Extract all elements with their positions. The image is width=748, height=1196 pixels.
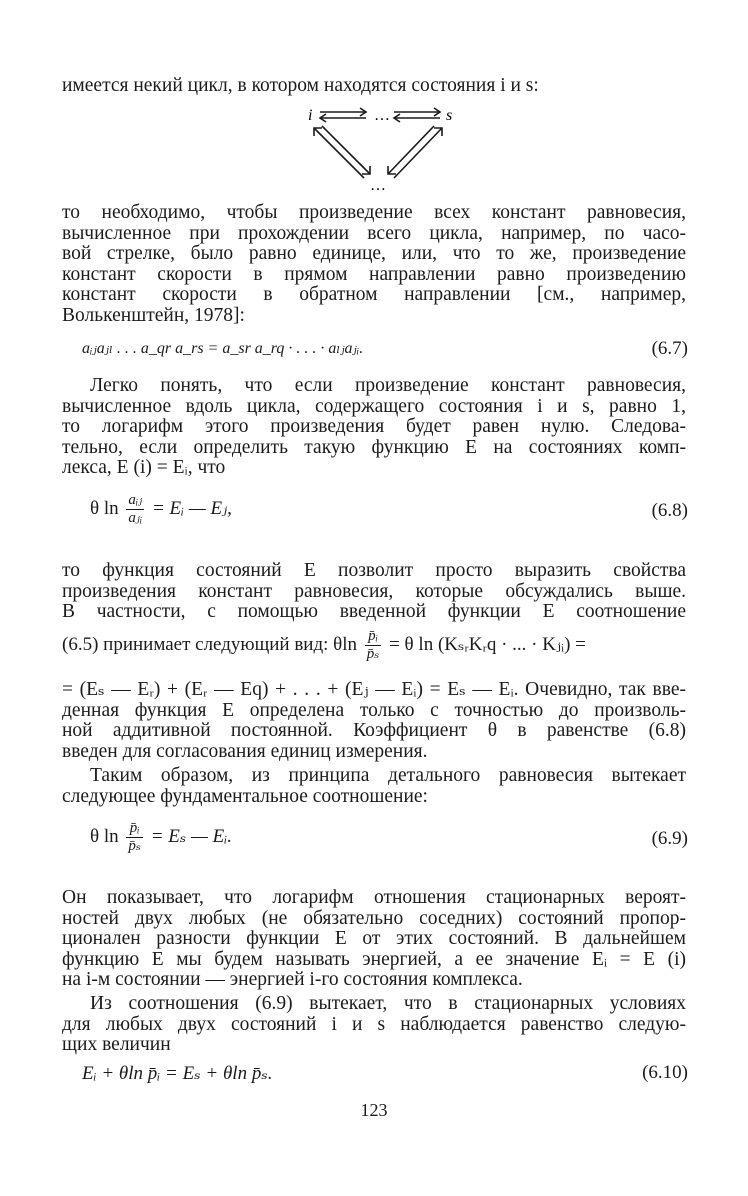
fraction: $\frac{\text{aᵢⱼ}}{\text{aⱼᵢ}}$	[128, 492, 143, 526]
paragraph-4: то функция состояний E позволит просто выразить свойства произведения констант равновесия, которые обсуждались выше. В частности, с помощью введенной функции E соотношение	[62, 560, 686, 623]
equation-6-8: θ ln $\frac{\text{aᵢⱼ}}{\text{aⱼᵢ}}$ = Eᵢ — Eⱼ, (6.8)	[90, 492, 688, 526]
paragraph-2: то необходимо, чтобы произведение всех констант равновесия, вычисленное при прохождении всего цикла, например, по часо- вой стрелке, было равно единице, или, что то же, произведение констант скорости в прямом направлении равно произведению констант скорости в обратном направлении [см., например, Волькенштейн, 1978]:	[62, 202, 686, 326]
diagram-dots-bottom: …	[370, 177, 386, 194]
page-number: 123	[360, 1100, 388, 1120]
equation-6-10: Eᵢ + θln p̄ᵢ = Eₛ + θln p̄ₛ. (6.10)	[82, 1062, 688, 1084]
diagram-dots-top: …	[374, 107, 390, 124]
paragraph-7: Из соотношения (6.9) вытекает, что в стационарных условиях для любых двух состояний i и s наблюдается равенство следую- щих величин	[62, 993, 686, 1056]
diagram-label-i: i	[308, 107, 313, 124]
inline-equation-line: (6.5) принимает следующий вид: θln $\frac{\text{p̄ᵢ}}{\text{p̄ₛ}}$ = θ ln (KₛᵣKᵣq · ... · Kⱼᵢ) =	[62, 628, 586, 662]
equation-6-9: θ ln $\frac{\text{p̄ᵢ}}{\text{p̄ₛ}}$ = Eₛ — Eᵢ. (6.9)	[90, 820, 688, 854]
intro-line: имеется некий цикл, в котором находятся состояния i и s:	[62, 75, 539, 96]
paragraph-5: Таким образом, из принципа детального равновесия вытекает следующее фундаментальное соотношение:	[62, 765, 686, 807]
cycle-diagram	[300, 100, 460, 194]
diagram-label-s: s	[446, 107, 453, 124]
paragraph-4-tail: = (Eₛ — Eᵣ) + (Eᵣ — Eq) + . . . + (Eⱼ — Eᵢ) = Eₛ — Eᵢ. Очевидно, так вве- денная функция E определена только с точностью до произволь- ной аддитивной постоянной. Коэффициент θ в равенстве (6.8) введен для согласования единиц измерения.	[62, 679, 686, 762]
paragraph-3: Легко понять, что если произведение констант равновесия, вычисленное вдоль цикла, содержащего состояния i и s, равно 1, то логарифм этого произведения будет равен нулю. Следова- тельно, если определить такую функцию E на состояниях комп- лекса, E (i) = Eᵢ, что	[62, 375, 686, 479]
equation-6-7: aᵢⱼaⱼₗ . . . a_qr a_rs = a_sr a_rq · . . . · aₗⱼaⱼᵢ. (6.7)	[82, 338, 688, 359]
paragraph-6: Он показывает, что логарифм отношения стационарных вероят- ностей двух любых (не обязательно соседних) состояний пропор- ционален разности функции E от этих состояний. В дальнейшем функцию E мы будем называть энергией, а ее значение Eᵢ = E (i) на i-м состоянии — энергией i-го состояния комплекса.	[62, 887, 686, 991]
